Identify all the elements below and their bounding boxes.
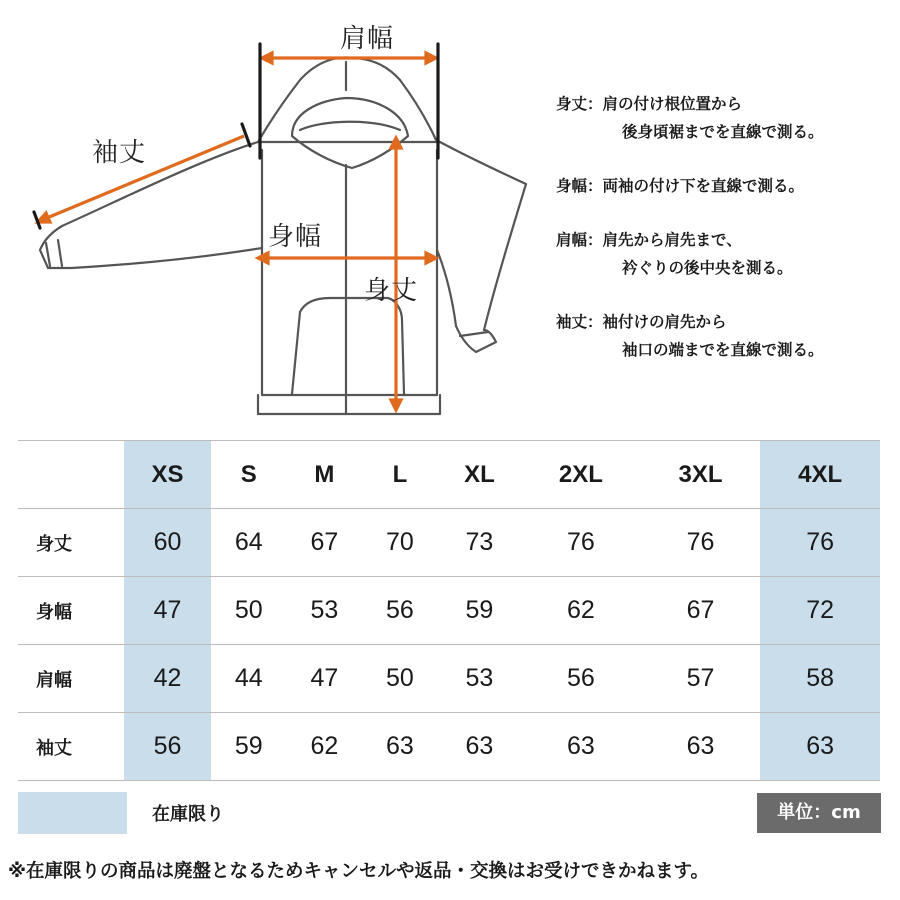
size-header: XL [438, 441, 521, 509]
footnote: ※在庫限りの商品は廃盤となるためキャンセルや返品・交換はお受けできかねます。 [8, 861, 710, 882]
size-table [18, 440, 880, 781]
sleeve-length-label: 袖丈 [92, 138, 147, 168]
note-line: 袖口の端までを直線で測る。 [622, 341, 824, 359]
table-cell: 60 [124, 509, 211, 577]
size-header: 4XL [760, 441, 880, 509]
note-line: 衿ぐりの後中央を測る。 [622, 259, 793, 277]
size-header: 2XL [521, 441, 641, 509]
table-row [18, 645, 880, 713]
note-shoulder-width [556, 226, 896, 282]
size-header: 3XL [641, 441, 761, 509]
table-cell: 70 [362, 509, 438, 577]
hoodie-illustration [0, 0, 560, 430]
table-cell: 56 [362, 577, 438, 645]
table-corner [18, 441, 124, 509]
table-cell: 59 [438, 577, 521, 645]
table-cell: 73 [438, 509, 521, 577]
note-line: 後身頃裾までを直線で測る。 [622, 123, 824, 141]
size-header: S [211, 441, 287, 509]
table-cell: 53 [438, 645, 521, 713]
row-label: 袖丈 [18, 713, 124, 781]
table-cell: 53 [287, 577, 363, 645]
table-cell: 76 [521, 509, 641, 577]
note-line: 袖丈：袖付けの肩先から [556, 313, 727, 331]
table-cell: 56 [521, 645, 641, 713]
legend-swatch [18, 792, 127, 834]
table-cell: 76 [641, 509, 761, 577]
table-cell: 44 [211, 645, 287, 713]
table-cell: 63 [438, 713, 521, 781]
table-cell: 47 [124, 577, 211, 645]
table-cell: 63 [362, 713, 438, 781]
row-label: 身丈 [18, 509, 124, 577]
table-cell: 58 [760, 645, 880, 713]
table-row [18, 509, 880, 577]
note-line: 身丈：肩の付け根位置から [556, 95, 743, 113]
table-row [18, 577, 880, 645]
table-cell: 76 [760, 509, 880, 577]
size-header: M [287, 441, 363, 509]
table-cell: 62 [287, 713, 363, 781]
table-cell: 50 [211, 577, 287, 645]
size-header: L [362, 441, 438, 509]
table-header-row [18, 441, 880, 509]
table-cell: 72 [760, 577, 880, 645]
table-cell: 42 [124, 645, 211, 713]
table-cell: 62 [521, 577, 641, 645]
measurement-notes [556, 90, 896, 390]
legend-label: 在庫限り [152, 804, 224, 825]
row-label: 身幅 [18, 577, 124, 645]
table-cell: 57 [641, 645, 761, 713]
table-cell: 50 [362, 645, 438, 713]
table-cell: 47 [287, 645, 363, 713]
table-cell: 63 [521, 713, 641, 781]
table-cell: 64 [211, 509, 287, 577]
hoodie-diagram [0, 0, 560, 430]
note-line: 肩幅：肩先から肩先まで、 [556, 231, 742, 249]
note-body-length [556, 90, 896, 146]
body-length-label: 身丈 [364, 276, 419, 306]
note-body-width [556, 172, 896, 200]
note-line: 身幅：両袖の付け下を直線で測る。 [556, 177, 805, 195]
unit-badge: 単位：cm [757, 793, 881, 833]
note-sleeve-length [556, 308, 896, 364]
table-cell: 56 [124, 713, 211, 781]
shoulder-width-label: 肩幅 [340, 24, 395, 54]
body-width-label: 身幅 [268, 222, 323, 252]
table-row [18, 713, 880, 781]
size-header: XS [124, 441, 211, 509]
table-cell: 63 [641, 713, 761, 781]
row-label: 肩幅 [18, 645, 124, 713]
table-cell: 67 [641, 577, 761, 645]
table-cell: 59 [211, 713, 287, 781]
table-cell: 67 [287, 509, 363, 577]
table-cell: 63 [760, 713, 880, 781]
